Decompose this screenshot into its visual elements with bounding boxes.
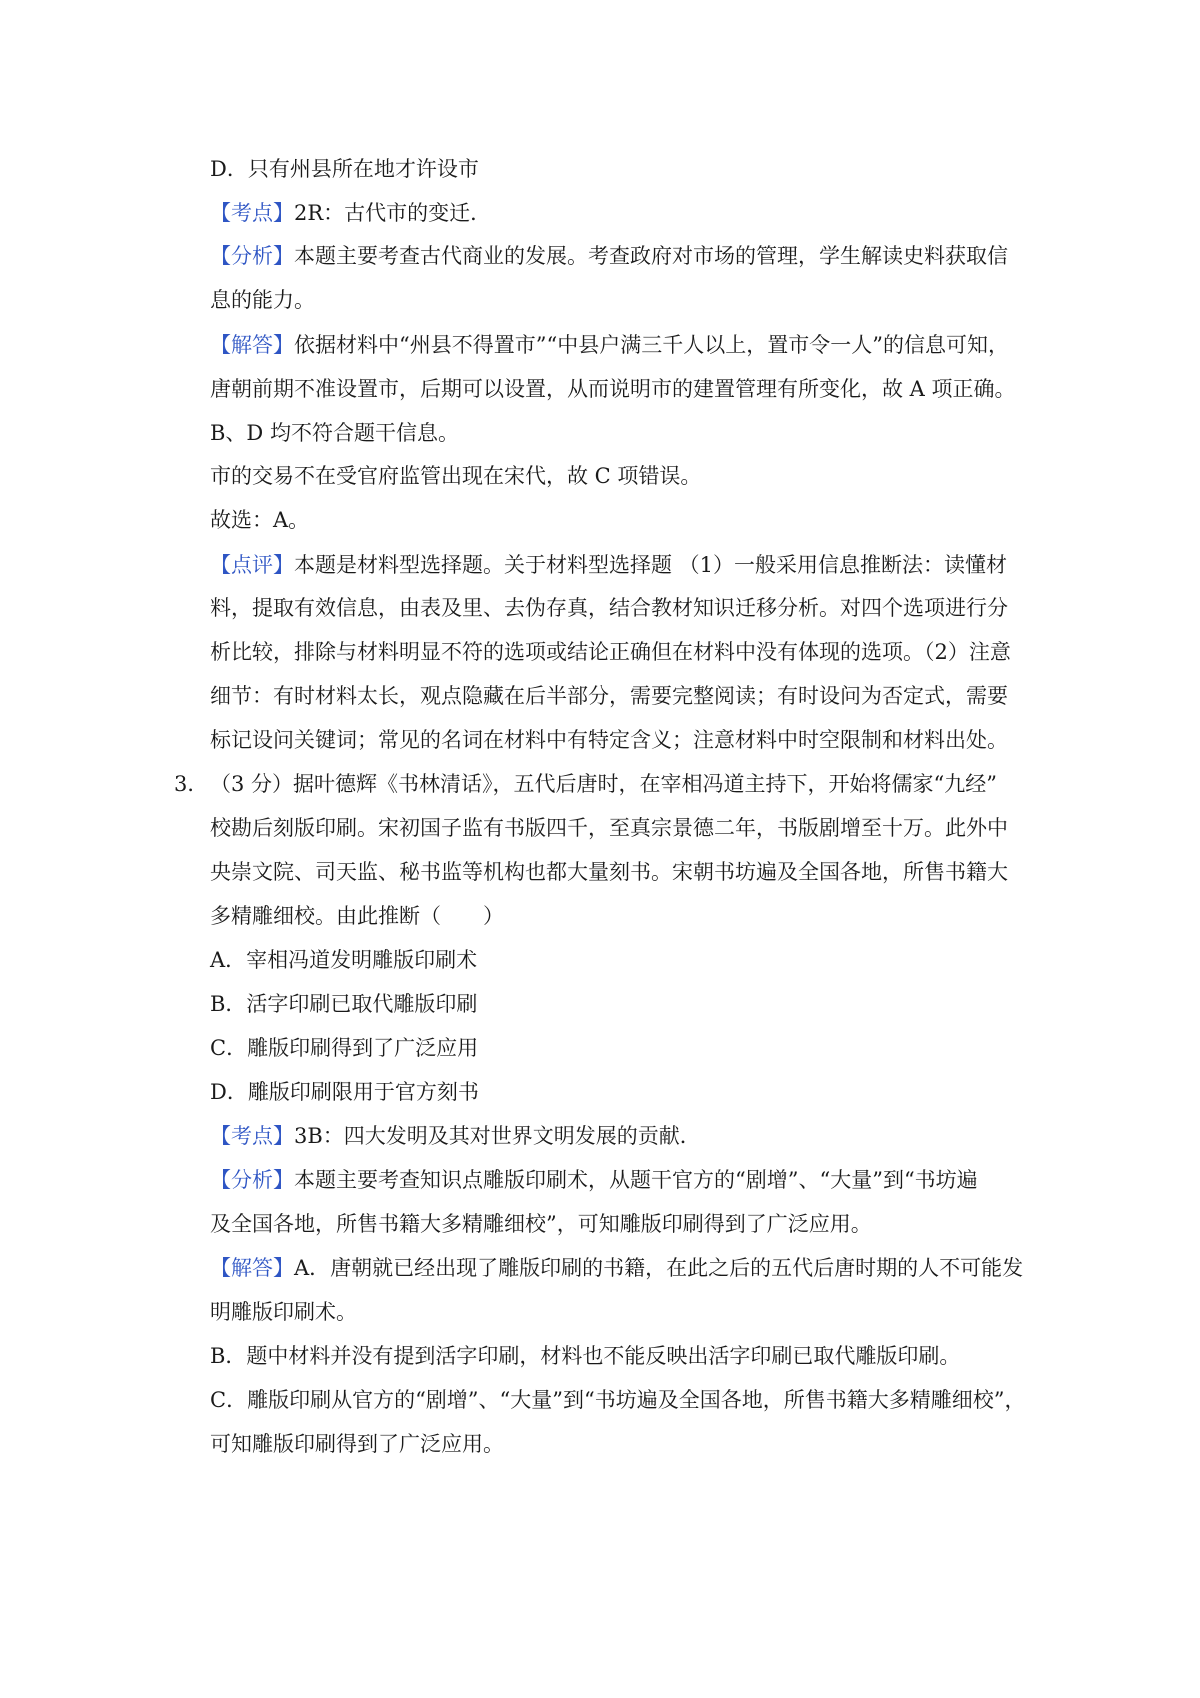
q3-stem-line1: （3 分）据叶德辉《书林清话》，五代后唐时，在宰相冯道主持下，开始将儒家“九经” [210,772,998,796]
q2-jieda-line4: 市的交易不在受官府监管出现在宋代，故 C 项错误。 [210,464,702,488]
q3-jieda-line3: B．题中材料并没有提到活字印刷，材料也不能反映出活字印刷已取代雕版印刷。 [210,1344,961,1368]
fenxi-tag: 【分析】 [210,1168,294,1192]
kaodian-tag: 【考点】 [210,1124,294,1148]
fenxi-tag: 【分析】 [210,244,294,268]
dianping-tag: 【点评】 [210,553,294,577]
q2-dianping-line4: 细节：有时材料太长，观点隐藏在后半部分，需要完整阅读；有时设问为否定式，需要 [210,684,1008,708]
q3-fenxi-cont: 及全国各地，所售书籍大多精雕细校”，可知雕版印刷得到了广泛应用。 [210,1212,872,1236]
q2-jieda [210,330,1009,360]
dianping-text: 本题是材料型选择题。关于材料型选择题 （1）一般采用信息推断法：读懂材 [294,553,1008,577]
q2-dianping-line5: 标记设问关键词；常见的名词在材料中有特定含义；注意材料中时空限制和材料出处。 [210,728,1008,752]
q3-stem-line2: 校勘后刻版印刷。宋初国子监有书版四千，至真宗景德二年，书版剧增至十万。此外中 [210,816,1008,840]
q2-kaodian [210,198,491,228]
kaodian-text: 3B：四大发明及其对世界文明发展的贡献． [294,1124,701,1148]
q3-option-c: C．雕版印刷得到了广泛应用 [210,1036,479,1060]
q2-jieda-line3: B、D 均不符合题干信息。 [210,421,459,445]
q2-dianping-line2: 料，提取有效信息，由表及里、去伪存真，结合教材知识迁移分析。对四个选项进行分 [210,596,1008,620]
q3-jieda-line2: 明雕版印刷术。 [210,1300,357,1324]
q3-stem-line4: 多精雕细校。由此推断（ ） [210,904,504,928]
kaodian-text: 2R：古代市的变迁． [294,201,492,225]
q2-fenxi [210,241,1008,271]
q3-option-a: A．宰相冯道发明雕版印刷术 [210,948,478,972]
q3-kaodian [210,1121,701,1151]
kaodian-tag: 【考点】 [210,201,294,225]
q2-dianping [210,550,1007,580]
fenxi-text: 本题主要考查古代商业的发展。考查政府对市场的管理，学生解读史料获取信 [294,244,1008,268]
q3-option-b: B．活字印刷已取代雕版印刷 [210,992,478,1016]
fenxi-text: 本题主要考查知识点雕版印刷术，从题干官方的“剧增”、“大量”到“书坊遍 [294,1168,978,1192]
jieda-tag: 【解答】 [210,1256,294,1280]
q3-jieda [210,1253,1023,1283]
jieda-text: 依据材料中“州县不得置市”“中县户满三千人以上，置市令一人”的信息可知， [294,333,1009,357]
q2-option-d: D．只有州县所在地才许设市 [210,157,479,181]
q3-fenxi [210,1165,978,1195]
q2-jieda-line5: 故选：A。 [210,508,310,532]
q2-dianping-line3: 析比较，排除与材料明显不符的选项或结论正确但在材料中没有体现的选项。（2）注意 [210,640,1011,664]
jieda-text: A．唐朝就已经出现了雕版印刷的书籍，在此之后的五代后唐时期的人不可能发 [294,1256,1024,1280]
q3-stem-line3: 央崇文院、司天监、秘书监等机构也都大量刻书。宋朝书坊遍及全国各地，所售书籍大 [210,860,1008,884]
q3-jieda-line5: 可知雕版印刷得到了广泛应用。 [210,1432,504,1456]
q3-number: 3． [174,772,209,796]
q3-option-d: D．雕版印刷限用于官方刻书 [210,1080,479,1104]
jieda-tag: 【解答】 [210,333,294,357]
q3-jieda-line4: C．雕版印刷从官方的“剧增”、“大量”到“书坊遍及全国各地，所售书籍大多精雕细校”， [210,1388,1026,1412]
q2-fenxi-cont: 息的能力。 [210,288,315,312]
q2-jieda-line2: 唐朝前期不准设置市，后期可以设置，从而说明市的建置管理有所变化，故 A 项正确。 [210,377,1016,401]
